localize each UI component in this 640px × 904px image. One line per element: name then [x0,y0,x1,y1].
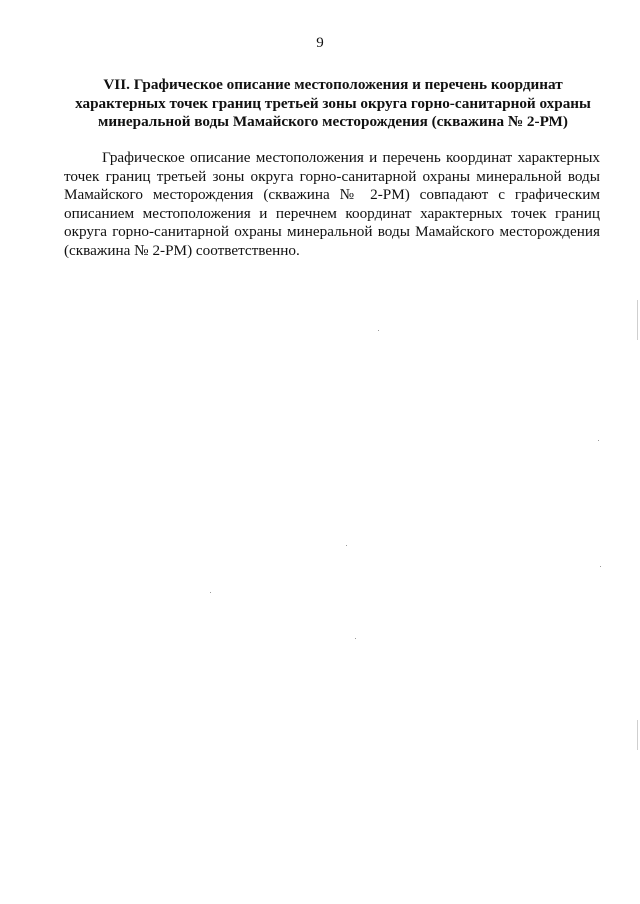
paragraph-line: описанием местоположения и перечнем координат характерных точек границ [64,204,600,222]
scan-edge-mark [637,720,638,750]
page-number: 9 [316,35,324,51]
scan-speck [600,566,601,567]
scan-speck [355,638,356,639]
paragraph-line: (скважина № 2-РМ) соответственно. [64,241,300,259]
scan-speck [598,440,599,441]
body-paragraph [64,149,600,260]
paragraph-line: округа горно-санитарной охраны минеральной воды Мамайского месторождения [64,223,600,240]
paragraph-line: Графическое описание местоположения и перечень координат характерных [102,149,600,166]
paragraph-line: точек границ третьей зоны округа горно-санитарной охраны минеральной воды [64,167,600,185]
section-heading-line: минеральной воды Мамайского месторождения (скважина № 2-РМ) [98,113,568,130]
scan-edge-mark [637,300,638,340]
scan-speck [346,545,347,546]
paragraph-line: Мамайского месторождения (скважина № 2-РМ) совпадают с графическим [64,186,600,203]
scan-speck [378,330,379,331]
section-heading [66,76,600,132]
section-heading-line: характерных точек границ третьей зоны округа горно-санитарной охраны [75,94,591,112]
section-heading-line: VII. Графическое описание местоположения и перечень координат [103,76,563,93]
scan-speck [210,592,211,593]
